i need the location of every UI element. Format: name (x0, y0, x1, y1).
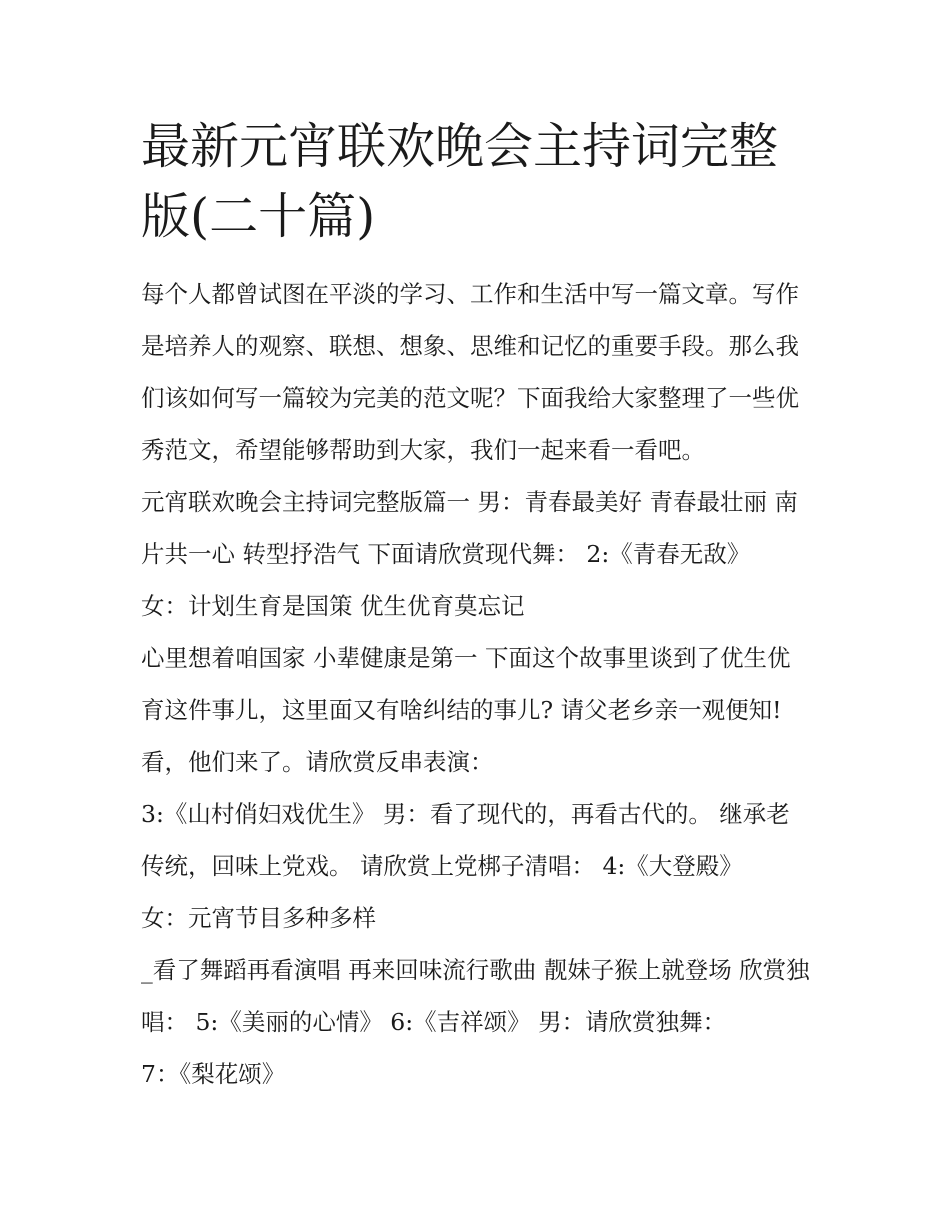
paragraph-program-5-6: _看了舞蹈再看演唱 再来回味流行歌曲 靓妹子猴上就登场 欣赏独唱： 5:《美丽的心情》 6:《吉祥颂》 男：请欣赏独舞： (141, 956, 810, 1036)
paragraph-female-line-1: 女：计划生育是国策 优生优育莫忘记 (141, 592, 525, 620)
paragraph-program-7: 7：《梨花颂》 (141, 1060, 286, 1088)
paragraph-program-3-4: 3:《山村俏妇戏优生》 男：看了现代的，再看古代的。 继承老传统，回味上党戏。 请欣赏上党梆子清唱： 4:《大登殿》 (141, 800, 790, 880)
paragraph-female-line-2: 女：元宵节目多种多样 (141, 904, 376, 932)
document-body (141, 112, 813, 1100)
paragraph-intro: 每个人都曾试图在平淡的学习、工作和生活中写一篇文章。写作是培养人的观察、联想、想象、思维和记忆的重要手段。那么我们该如何写一篇较为完美的范文呢？下面我给大家整理了一些优秀范文，希望能够帮助到大家，我们一起来看一看吧。 (141, 280, 799, 464)
paragraph-part-one: 元宵联欢晚会主持词完整版篇一 男：青春最美好 青春最壮丽 南片共一心 转型抒浩气 下面请欣赏现代舞： 2:《青春无敌》 (141, 488, 798, 568)
paragraph-story-intro: 心里想着咱国家 小辈健康是第一 下面这个故事里谈到了优生优育这件事儿，这里面又有啥纠结的事儿? 请父老乡亲一观便知!看，他们来了。请欣赏反串表演： (141, 644, 791, 776)
document-title: 最新元宵联欢晚会主持词完整版(二十篇) (141, 118, 779, 245)
